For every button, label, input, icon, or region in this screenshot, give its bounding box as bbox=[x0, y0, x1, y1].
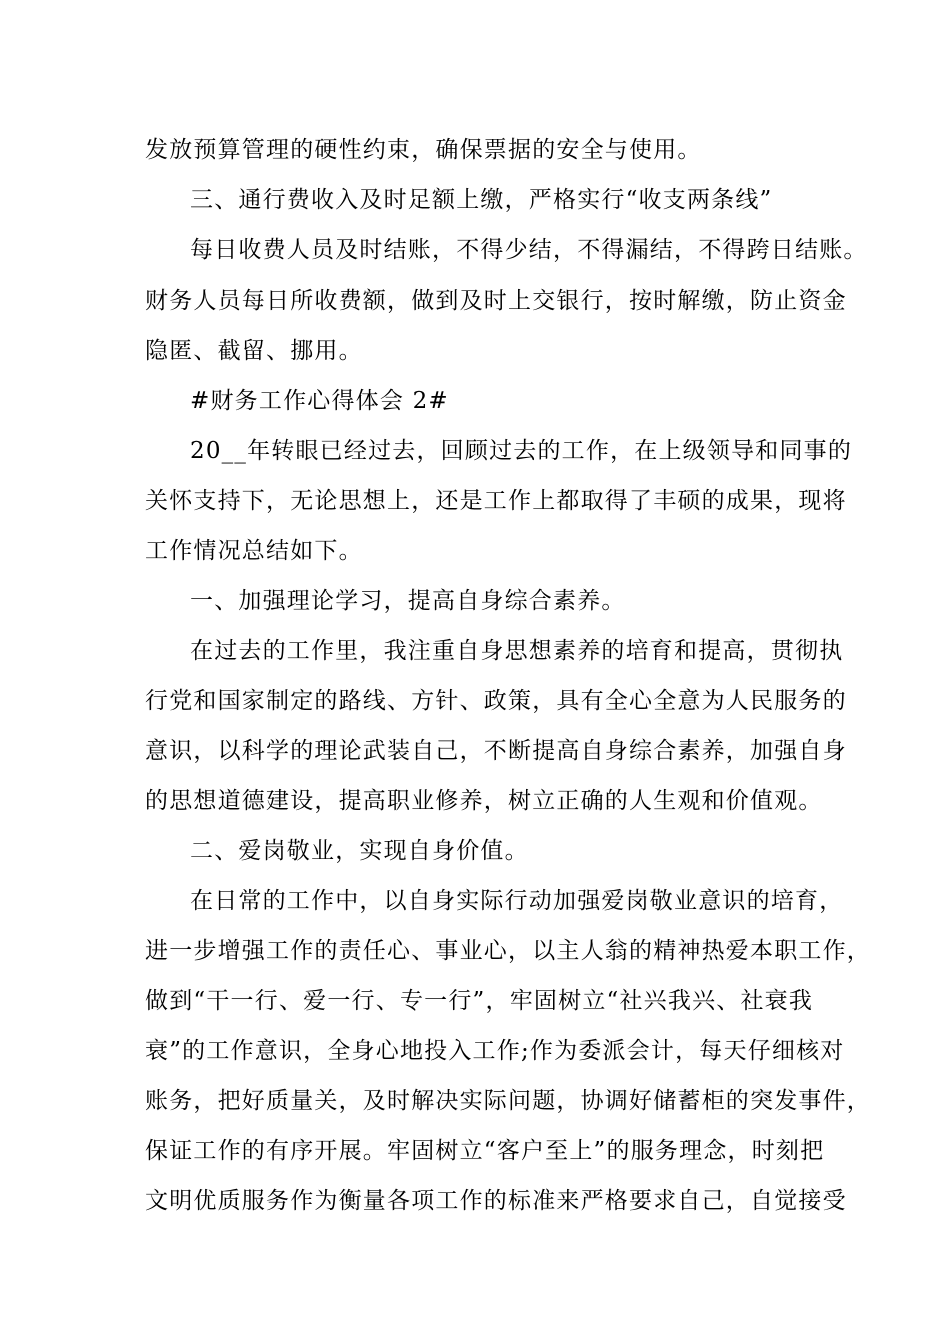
text-line: 做到“干一行、爱一行、专一行”，牢固树立“社兴我兴、社衰我 bbox=[145, 988, 814, 1014]
text-line: 发放预算管理的硬性约束，确保票据的安全与使用。 bbox=[145, 137, 702, 163]
text-line: 财务人员每日所收费额，做到及时上交银行，按时解缴，防止资金 bbox=[145, 288, 847, 314]
text-line: 文明优质服务作为衡量各项工作的标准来严格要求自己，自觉接受 bbox=[145, 1188, 847, 1214]
text-line: 账务，把好质量关，及时解决实际问题，协调好储蓄柜的突发事件， bbox=[145, 1088, 871, 1114]
section-heading: 三、通行费收入及时足额上缴，严格实行“收支两条线” bbox=[190, 187, 773, 213]
section-heading: 一、加强理论学习，提高自身综合素养。 bbox=[190, 588, 626, 614]
text-line: 衰”的工作意识，全身心地投入工作;作为委派会计，每天仔细核对 bbox=[145, 1038, 845, 1064]
text-line: 进一步增强工作的责任心、事业心，以主人翁的精神热爱本职工作， bbox=[145, 938, 871, 964]
text-line: 保证工作的有序开展。牢固树立“客户至上”的服务理念，时刻把 bbox=[145, 1138, 825, 1164]
document-subtitle: #财务工作心得体会 2# bbox=[190, 388, 449, 414]
text-line: 在日常的工作中，以自身实际行动加强爱岗敬业意识的培育， bbox=[190, 888, 844, 914]
text-line: 关怀支持下，无论思想上，还是工作上都取得了丰硕的成果，现将 bbox=[145, 488, 847, 514]
text-line: 在过去的工作里，我注重自身思想素养的培育和提高，贯彻执 bbox=[190, 638, 844, 664]
text-line: 20__年转眼已经过去，回顾过去的工作，在上级领导和同事的 bbox=[190, 438, 853, 464]
text-line: 隐匿、截留、挪用。 bbox=[145, 338, 363, 364]
text-line: 工作情况总结如下。 bbox=[145, 538, 363, 564]
text-line: 意识，以科学的理论武装自己，不断提高自身综合素养，加强自身 bbox=[145, 738, 847, 764]
section-heading: 二、爱岗敬业，实现自身价值。 bbox=[190, 838, 529, 864]
text-line: 每日收费人员及时结账，不得少结，不得漏结，不得跨日结账。 bbox=[190, 237, 868, 263]
text-line: 的思想道德建设，提高职业修养，树立正确的人生观和价值观。 bbox=[145, 788, 823, 814]
text-line: 行党和国家制定的路线、方针、政策，具有全心全意为人民服务的 bbox=[145, 688, 847, 714]
